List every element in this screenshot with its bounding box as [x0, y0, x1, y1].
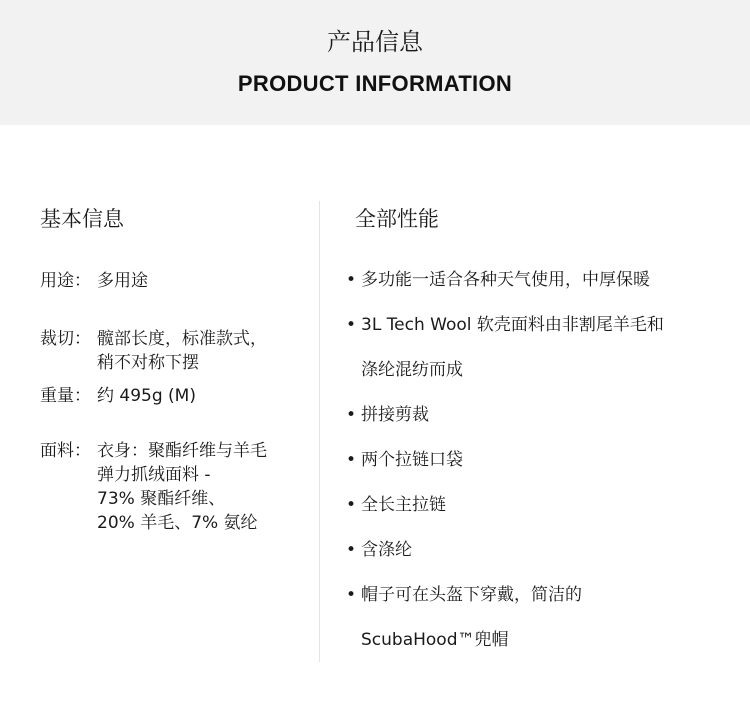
spec-value-line: 衣身：聚酯纤维与羊毛 — [97, 441, 267, 461]
bullet-dot-icon: • — [346, 585, 357, 605]
bullet-dot-icon: • — [346, 450, 357, 470]
bullet-dot-icon: • — [346, 405, 357, 425]
spec-value-line: 多用途 — [97, 271, 148, 291]
bullet-dot-icon: • — [346, 315, 357, 335]
spec-value-line: 约 495g (M) — [97, 386, 196, 406]
column-divider — [319, 201, 320, 662]
feature-line: 拼接剪裁 — [361, 405, 429, 425]
spec-label: 裁切： — [40, 329, 91, 349]
feature-line: ScubaHood™兜帽 — [361, 630, 509, 650]
spec-value — [97, 327, 312, 375]
spec-value-line: 稍不对称下摆 — [97, 353, 199, 373]
spec-value-line: 20% 羊毛、7% 氨纶 — [97, 513, 258, 533]
spec-label: 重量： — [40, 386, 91, 406]
spec-value-line: 73% 聚酯纤维、 — [97, 489, 226, 509]
header-banner — [0, 0, 750, 125]
feature-line: 3L Tech Wool 软壳面料由非割尾羊毛和 — [361, 315, 664, 335]
spec-label: 用途： — [40, 271, 91, 291]
bullet-dot-icon: • — [346, 540, 357, 560]
feature-line: 含涤纶 — [361, 540, 412, 560]
feature-line: 多功能一适合各种天气使用，中厚保暖 — [361, 270, 650, 290]
spec-value-line: 髋部长度，标准款式， — [97, 329, 267, 349]
performance-heading: 全部性能 — [355, 207, 439, 231]
page-title-cn: 产品信息 — [327, 28, 423, 56]
feature-line: 帽子可在头盔下穿戴，简洁的 — [361, 585, 582, 605]
feature-line: 涤纶混纺而成 — [361, 360, 463, 380]
spec-value — [97, 384, 312, 408]
bullet-dot-icon: • — [346, 270, 357, 290]
bullet-dot-icon: • — [346, 495, 357, 515]
feature-line: 全长主拉链 — [361, 495, 446, 515]
spec-label: 面料： — [40, 441, 91, 461]
page-title-en: PRODUCT INFORMATION — [237, 71, 513, 96]
spec-value — [97, 439, 312, 535]
spec-value — [97, 269, 312, 293]
spec-value-line: 弹力抓绒面料 - — [97, 465, 211, 485]
basic-info-heading: 基本信息 — [40, 207, 124, 231]
feature-line: 两个拉链口袋 — [361, 450, 463, 470]
